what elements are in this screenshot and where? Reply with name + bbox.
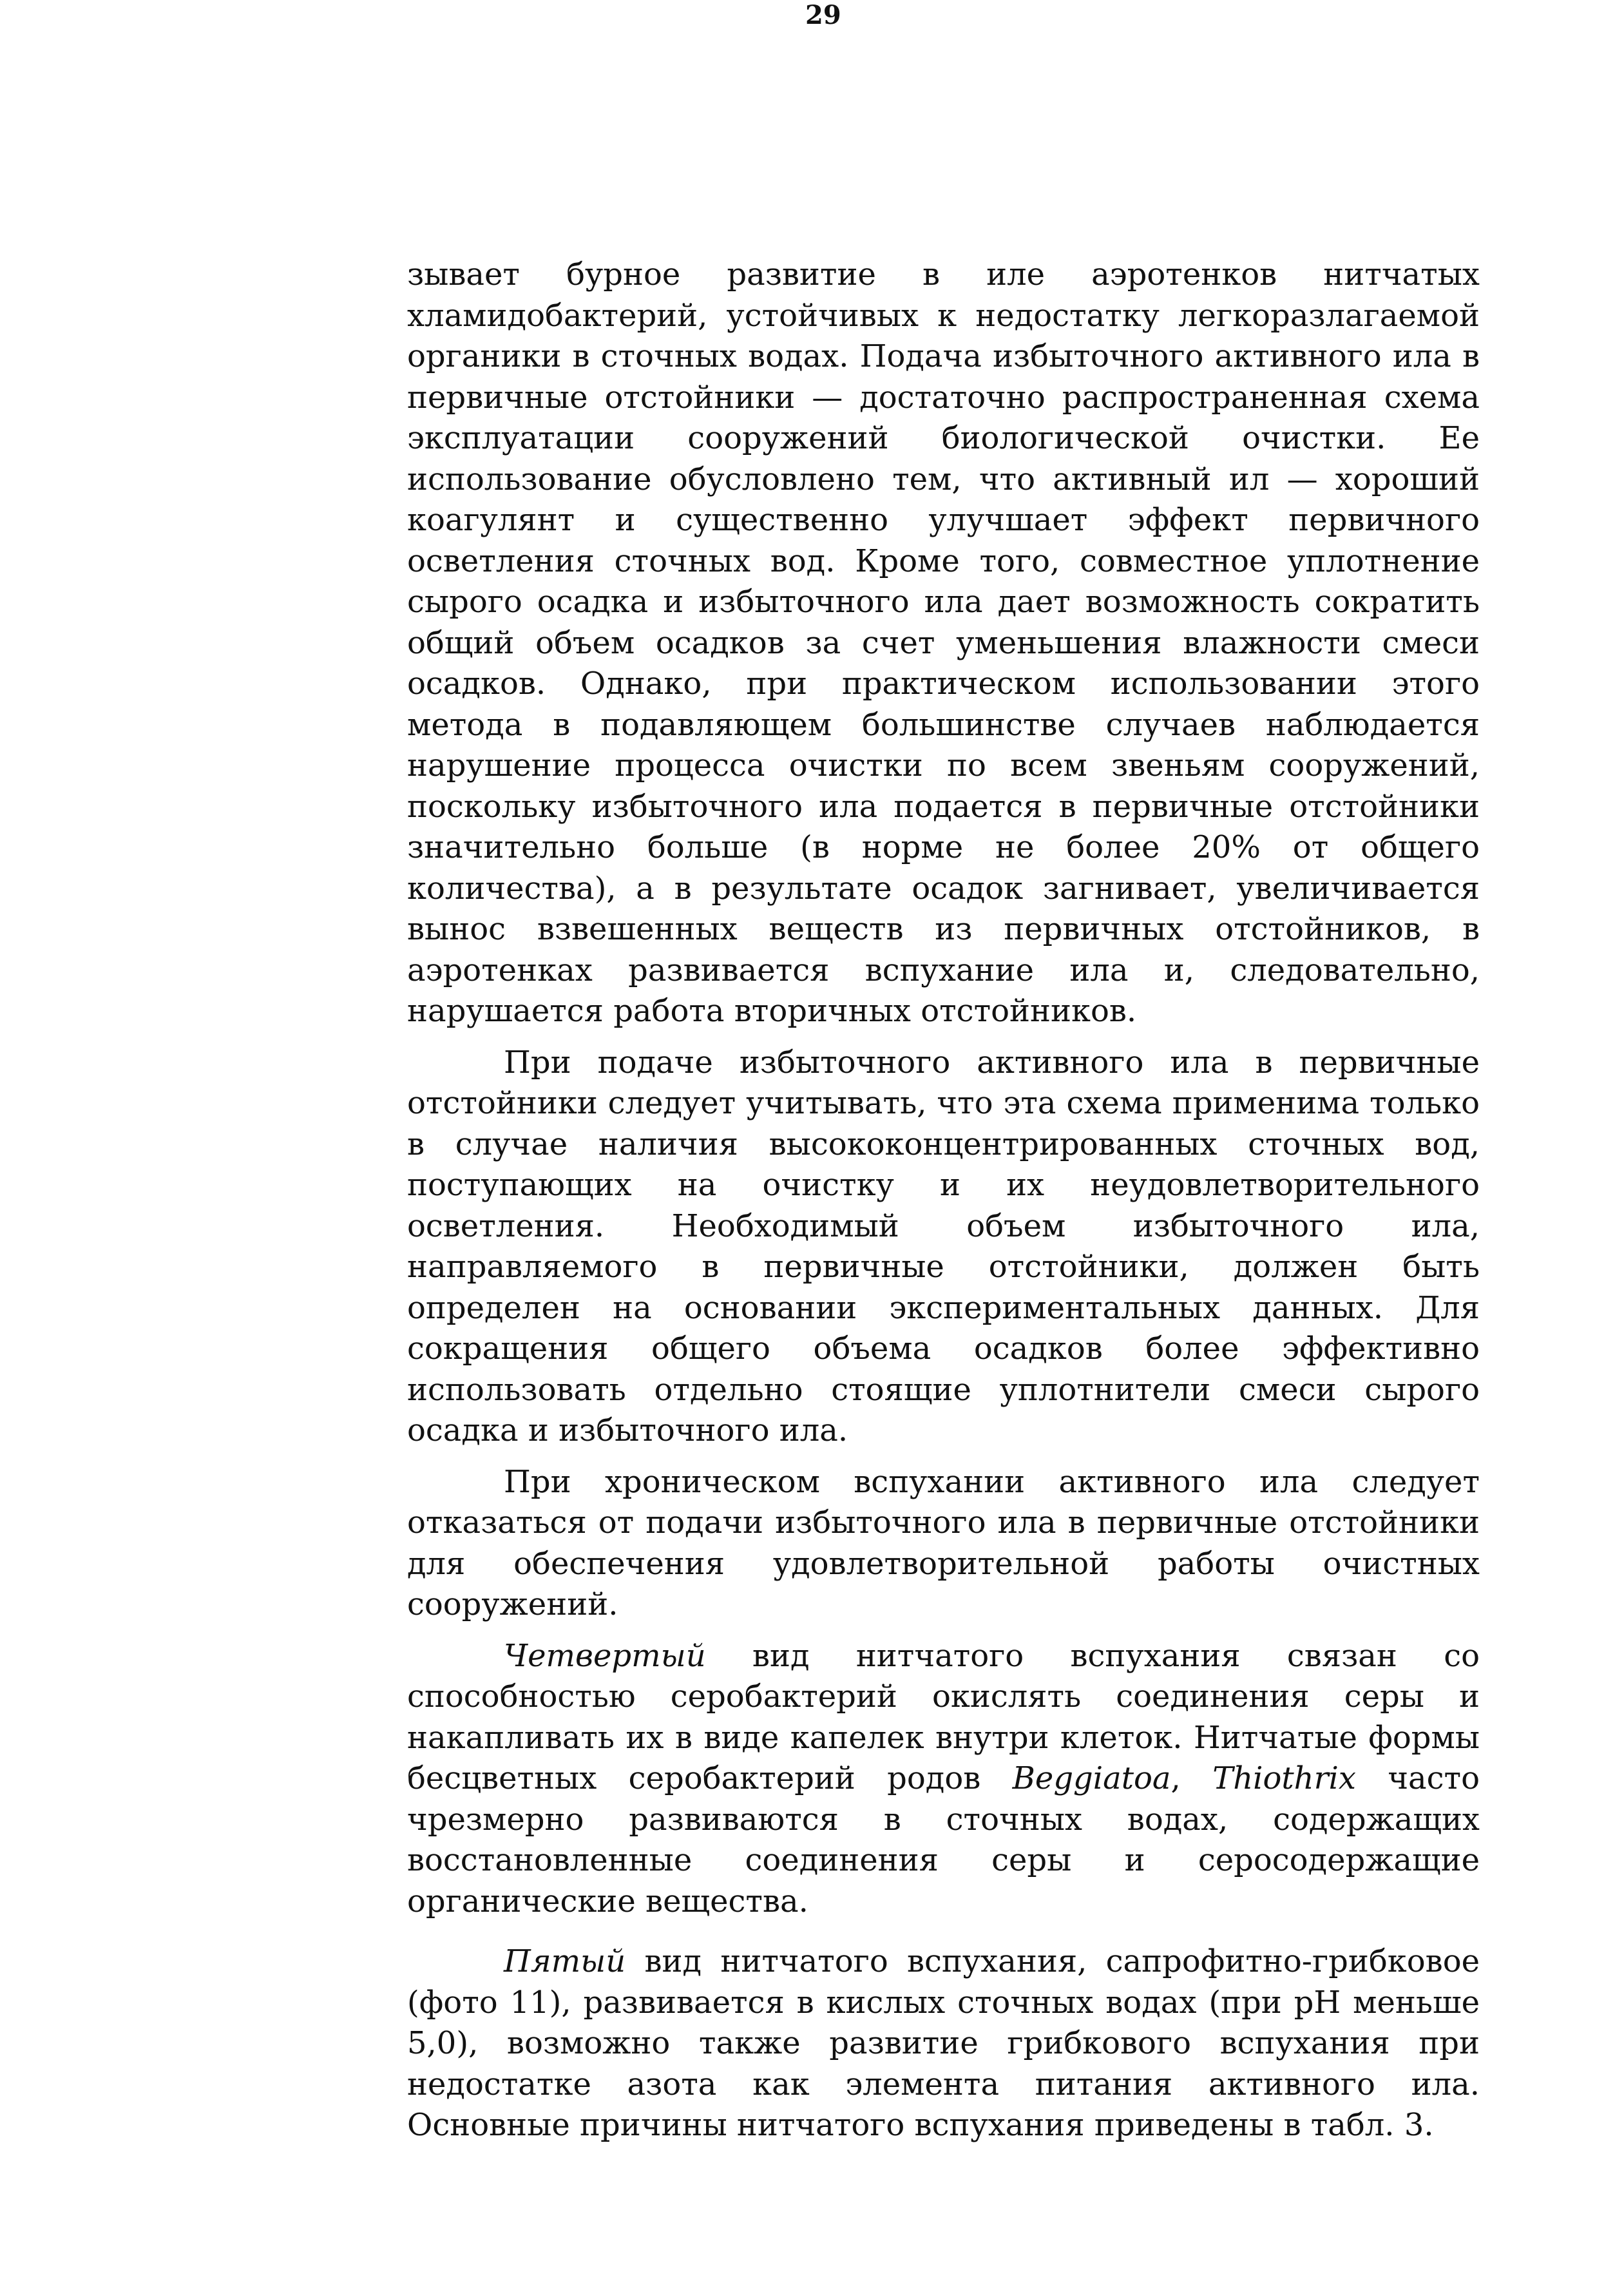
paragraph-2-text: При подаче избыточного активного ила в первичные отстойники следует учитывать, что эта схема применима только в случае наличия высококонцентрированных сточных вод, поступающих на очистку и их неудовлетворительного осветления. Необходимый объем избыточного ила, направляемого в первичные отстойники, должен быть определен на основании экспериментальных данных. Для сокращения общего объема осадков более эффективно использовать отдельно стоящие уплотнители смеси сырого осадка и избыточного ила.	[407, 1044, 1480, 1448]
paragraph-5	[407, 1941, 1480, 2146]
paragraph-1	[407, 255, 1480, 1032]
genus-thiothrix: Thiothrix	[1212, 1760, 1356, 1796]
body-text	[407, 255, 1480, 2146]
paragraph-4-text-b: часто чрезмерно развиваются в сточных водах, содержащих восстановленные соединения серы и серосодержащие органические вещества.	[407, 1760, 1480, 1919]
page-number: 29	[805, 0, 841, 30]
paragraph-4	[407, 1636, 1480, 1923]
paragraph-5-text: вид нитчатого вспухания, сапрофитно-грибковое (фото 11), развивается в кислых сточных водах (при pH меньше 5,0), возможно также развитие грибкового вспухания при недостатке азота как элемента питания активного ила. Основные причины нитчатого вспухания приведены в табл. 3.	[407, 1943, 1480, 2143]
paragraph-4-term: Четвертый	[504, 1637, 706, 1674]
paragraph-3-text: При хроническом вспухании активного ила следует отказаться от подачи избыточного ила в первичные отстойники для обеспечения удовлетворительной работы очистных сооружений.	[407, 1463, 1480, 1622]
genus-beggiatoa: Beggiatoa	[1012, 1760, 1171, 1796]
paragraph-3	[407, 1462, 1480, 1626]
paragraph-1-text: зывает бурное развитие в иле аэротенков нитчатых хламидобактерий, устойчивых к недостатку легкоразлагаемой органики в сточных водах. Подача избыточного активного ила в первичные отстойники — достаточно распространенная схема эксплуатации сооружений биологической очистки. Ее использование обусловлено тем, что активный ил — хороший коагулянт и существенно улучшает эффект первичного осветления сточных вод. Кроме того, совместное уплотнение сырого осадка и избыточного ила дает возможность сократить общий объем осадков за счет уменьшения влажности смеси осадков. Однако, при практическом использовании этого метода в подавляющем большинстве случаев наблюдается нарушение процесса очистки по всем звеньям сооружений, поскольку избыточного ила подается в первичные отстойники значительно больше (в норме не более 20% от общего количества), а в результате осадок загнивает, увеличивается вынос взвешенных веществ из первичных отстойников, в аэротенках развивается вспухание ила и, следовательно, нарушается работа вторичных отстойников.	[407, 256, 1480, 1029]
paragraph-5-term: Пятый	[504, 1943, 626, 1979]
paragraph-4-sep: ,	[1170, 1760, 1213, 1796]
paragraph-2	[407, 1043, 1480, 1452]
paragraph-4-text-a: вид нитчатого вспухания связан со способностью серобактерий окислять соединения серы и накапливать их в виде капелек внутри клеток. Нитчатые формы бесцветных серобактерий родов	[407, 1637, 1480, 1796]
